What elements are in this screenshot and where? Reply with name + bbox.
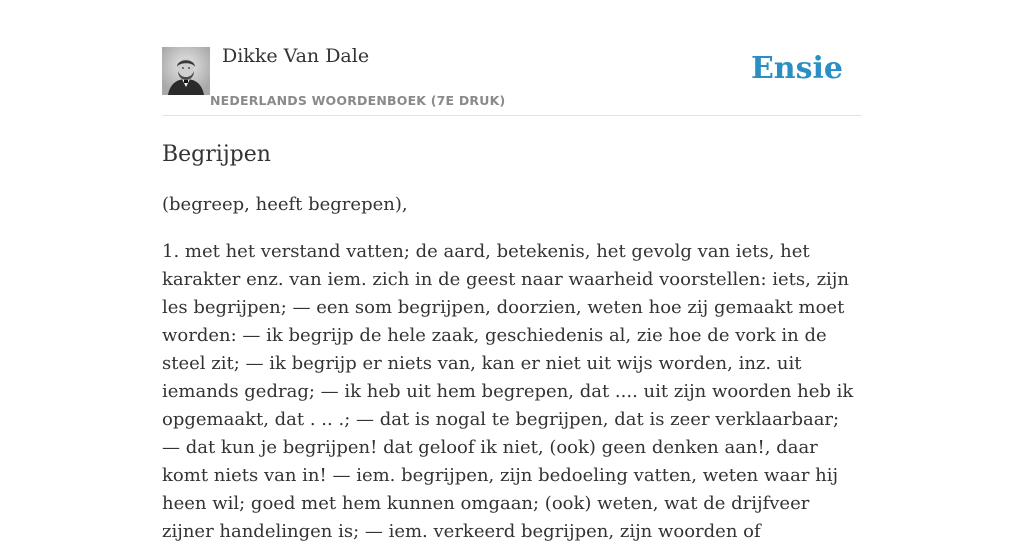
entry-definition: 1. met het verstand vatten; de aard, betekenis, het gevolg van iets, het karakter enz. van iem. zich in de geest naar waarheid voorstellen: iets, zijn les begrijpen; — een som begrijpen, doorzien, weten hoe zij gemaakt moet worden: — ik begrijp de hele zaak, geschiedenis al, zie hoe de vork in de steel zit; — ik begrijp er niets van, kan er niet uit wijs worden, inz. uit iemands gedrag; — ik heb uit hem begrepen, dat .... uit zijn woorden heb ik opgemaakt, dat . .. .; — dat is nogal te begrijpen, dat is zeer verklaarbaar; — dat kun je begrijpen! dat geloof ik niet, (ook) geen denken aan!, daar komt niets van in! — iem. begrijpen, zijn bedoeling vatten, weten waar hij heen wil; goed met hem kunnen omgaan; (ook) weten, wat de drijfveer zijner handelingen is; — iem. verkeerd begrijpen, zijn woorden of (162, 241, 854, 542)
author-name[interactable]: Dikke Van Dale (222, 45, 370, 67)
header (162, 0, 862, 116)
page (162, 0, 862, 546)
author-portrait-icon (162, 47, 210, 95)
entry-forms: (begreep, heeft begrepen), (162, 194, 408, 215)
author-avatar[interactable] (162, 47, 210, 95)
source-label[interactable]: NEDERLANDS WOORDENBOEK (7E DRUK) (210, 93, 506, 108)
brand-logo[interactable]: Ensie (750, 51, 843, 86)
entry-title: Begrijpen (162, 142, 271, 167)
